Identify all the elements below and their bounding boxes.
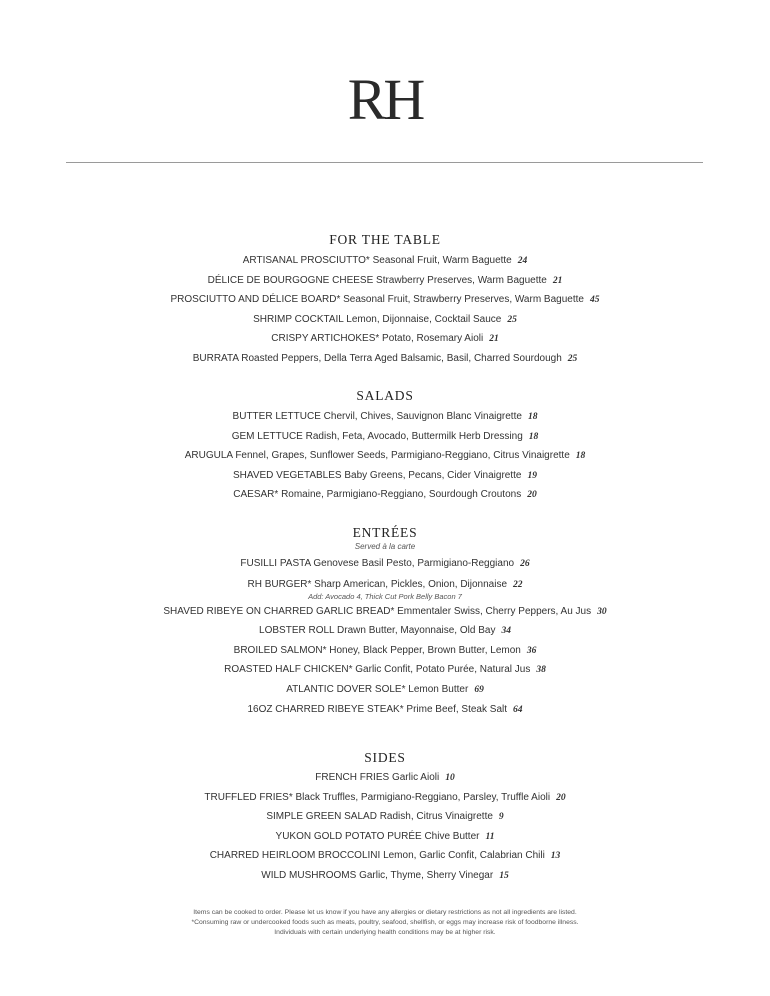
disclaimer-line: Items can be cooked to order. Please let us know if you have any allergies or dietary restrictions as not all ingredients are listed. (193, 909, 577, 916)
item-desc: Baby Greens, Pecans, Cider Vinaigrette (344, 469, 522, 481)
section-title: SALADS (356, 388, 414, 403)
item-name: ARTISANAL PROSCIUTTO* (242, 255, 370, 266)
item-name: TRUFFLED FRIES* (204, 791, 293, 803)
item-addon: Add: Avocado 4, Thick Cut Pork Belly Bacon 7 (308, 591, 462, 601)
section-title: ENTRÉES (352, 525, 418, 540)
menu-item (0, 290, 770, 310)
item-desc: Lemon, Dijonnaise, Cocktail Sauce (346, 313, 502, 325)
section-for-the-table (0, 231, 770, 369)
section-subtitle: Served à la carte (354, 542, 416, 551)
item-desc: Lemon, Garlic Confit, Calabrian Chili (383, 850, 545, 862)
item-price: 11 (485, 831, 495, 842)
menu-item (0, 807, 770, 827)
item-price: 18 (528, 431, 539, 442)
item-name: SIMPLE GREEN SALAD (266, 811, 377, 823)
item-name: ROASTED HALF CHICKEN* (224, 664, 353, 676)
menu-item (0, 485, 770, 505)
menu-item (0, 427, 770, 447)
item-desc: Romaine, Parmigiano-Reggiano, Sourdough Croutons (281, 489, 522, 501)
item-desc: Radish, Citrus Vinaigrette (379, 811, 493, 823)
menu-item (0, 329, 770, 349)
item-price: 15 (499, 870, 509, 881)
menu-item (0, 577, 770, 592)
item-price: 10 (445, 773, 455, 783)
menu-item (0, 660, 770, 680)
item-name: FUSILLI PASTA (240, 558, 311, 569)
item-name: YUKON GOLD POTATO PURÉE (275, 830, 422, 842)
menu-item (0, 349, 770, 369)
menu-item (0, 251, 770, 271)
menu-item (0, 446, 770, 466)
item-price: 34 (501, 626, 511, 637)
item-price: 13 (550, 851, 561, 862)
item-price: 30 (597, 606, 607, 617)
disclaimer-line: *Consuming raw or undercooked foods such as meats, poultry, seafood, shellfish, or eggs may increase risk of foodborne illness. (191, 919, 579, 926)
item-price: 22 (513, 579, 523, 590)
item-desc: Prime Beef, Steak Salt (406, 703, 508, 715)
item-name: ARUGULA (184, 450, 233, 462)
item-price: 24 (517, 256, 528, 266)
item-desc: Seasonal Fruit, Strawberry Preserves, Warm Baguette (343, 294, 584, 306)
item-name: FRENCH FRIES (315, 772, 390, 783)
item-name: PROSCIUTTO AND DÉLICE BOARD* (170, 294, 341, 306)
menu-item (0, 310, 770, 330)
menu-item (0, 866, 770, 886)
item-desc: Roasted Peppers, Della Terra Aged Balsamic, Basil, Charred Sourdough (241, 352, 562, 364)
section-sides (0, 749, 770, 886)
menu-item (0, 700, 770, 720)
item-name: CRISPY ARTICHOKES* (271, 333, 380, 345)
menu-item (0, 788, 770, 808)
menu-item (0, 466, 770, 486)
item-desc: Fennel, Grapes, Sunflower Seeds, Parmigiano-Reggiano, Citrus Vinaigrette (235, 450, 570, 462)
item-price: 9 (498, 812, 504, 823)
section-title: SIDES (364, 750, 406, 765)
item-name: BURRATA (192, 352, 239, 364)
menu-item (0, 407, 770, 427)
item-name: LOBSTER ROLL (259, 625, 335, 637)
section-salads (0, 387, 770, 505)
menu-item (0, 827, 770, 847)
item-price: 64 (513, 704, 523, 715)
item-price: 19 (527, 470, 537, 481)
item-name: 16OZ CHARRED RIBEYE STEAK* (247, 703, 404, 715)
item-desc: Chive Butter (424, 830, 480, 842)
item-desc: Emmentaler Swiss, Cherry Peppers, Au Jus (397, 605, 592, 617)
item-desc: Strawberry Preserves, Warm Baguette (376, 274, 547, 286)
item-price: 38 (536, 665, 546, 676)
item-desc: Garlic Aioli (391, 772, 440, 783)
item-price: 26 (520, 559, 530, 569)
item-desc: Garlic Confit, Potato Purée, Natural Jus (355, 664, 531, 676)
item-name: CHARRED HEIRLOOM BROCCOLINI (209, 850, 381, 862)
item-price: 18 (575, 451, 586, 462)
item-name: BUTTER LETTUCE (232, 411, 321, 422)
header-divider (66, 162, 703, 163)
item-name: RH BURGER* (247, 578, 312, 590)
item-price: 18 (527, 412, 538, 422)
menu-item (0, 680, 770, 700)
item-name: SHAVED RIBEYE ON CHARRED GARLIC BREAD* (163, 605, 395, 617)
item-price: 21 (489, 334, 499, 345)
item-price: 69 (474, 684, 484, 695)
item-name: WILD MUSHROOMS (261, 869, 357, 881)
item-desc: Radish, Feta, Avocado, Buttermilk Herb Dressing (305, 430, 523, 442)
section-entrees (0, 524, 770, 719)
item-price: 25 (507, 314, 517, 325)
section-title: FOR THE TABLE (329, 232, 441, 247)
item-desc: Honey, Black Pepper, Brown Butter, Lemon (329, 644, 521, 656)
item-desc: Genovese Basil Pesto, Parmigiano-Reggiano (313, 558, 515, 569)
item-name: GEM LETTUCE (231, 430, 303, 442)
item-desc: Sharp American, Pickles, Onion, Dijonnaise (314, 578, 508, 590)
item-name: CAESAR* (233, 489, 279, 501)
item-price: 20 (527, 490, 537, 501)
allergy-disclaimer (0, 908, 770, 938)
menu-item (0, 602, 770, 622)
item-desc: Black Truffles, Parmigiano-Reggiano, Parsley, Truffle Aioli (295, 791, 551, 803)
menu-item (0, 641, 770, 661)
item-desc: Drawn Butter, Mayonnaise, Old Bay (337, 625, 496, 637)
disclaimer-line: Individuals with certain underlying health conditions may be at higher risk. (274, 929, 496, 936)
item-name: DÉLICE DE BOURGOGNE CHEESE (207, 274, 374, 286)
item-price: 36 (526, 645, 537, 656)
item-desc: Garlic, Thyme, Sherry Vinegar (359, 869, 494, 881)
item-name: ATLANTIC DOVER SOLE* (286, 683, 406, 695)
item-desc: Potato, Rosemary Aioli (382, 333, 484, 345)
rh-logo: RH (347, 67, 423, 132)
menu-item (0, 768, 770, 788)
item-name: SHRIMP COCKTAIL (253, 313, 344, 325)
item-name: SHAVED VEGETABLES (233, 469, 342, 481)
item-desc: Seasonal Fruit, Warm Baguette (372, 255, 512, 266)
menu-item (0, 846, 770, 866)
menu-item (0, 271, 770, 291)
item-desc: Chervil, Chives, Sauvignon Blanc Vinaigrette (323, 411, 522, 422)
item-desc: Lemon Butter (408, 683, 469, 695)
menu-item (0, 554, 770, 574)
item-price: 45 (589, 295, 600, 306)
item-price: 21 (552, 275, 563, 286)
item-price: 20 (556, 792, 566, 803)
item-name: BROILED SALMON* (233, 644, 327, 656)
menu-item (0, 621, 770, 641)
item-price: 25 (567, 353, 578, 364)
